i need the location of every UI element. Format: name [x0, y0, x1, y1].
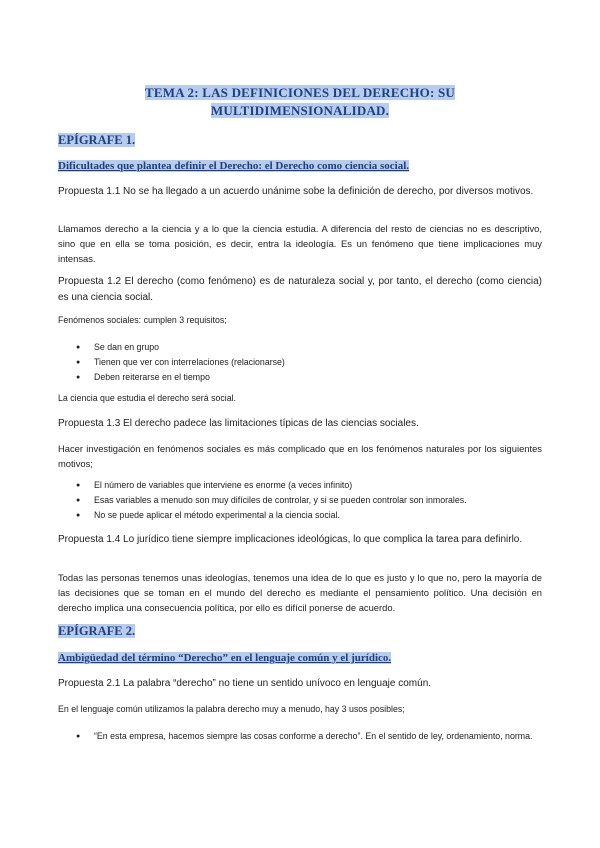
- list-item: ● “En esta empresa, hacemos siempre las cosas conforme a derecho”. En el sentido de ley, ordenamiento, norma.: [58, 729, 542, 744]
- paragraph-ciencia-social: La ciencia que estudia el derecho será social.: [58, 393, 237, 403]
- list-item: ● No se puede aplicar el método experimental a la ciencia social.: [58, 508, 542, 523]
- document-title: [60, 84, 540, 120]
- usos-list: [58, 729, 542, 744]
- epigrafe-1-subheading-text: Dificultades que plantea definir el Derecho: el Derecho como ciencia social.: [58, 160, 410, 172]
- paragraph-propuesta-1-3: Propuesta 1.3 El derecho padece las limitaciones típicas de las ciencias sociales.: [58, 418, 419, 429]
- epigrafe-1-heading: [58, 132, 135, 148]
- epigrafe-2-heading-text: EPÍGRAFE 2.: [58, 624, 136, 638]
- epigrafe-2-subheading: [58, 651, 391, 666]
- paragraph-fenomenos-sociales: Fenómenos sociales: cumplen 3 requisitos;: [58, 315, 227, 325]
- paragraph-propuesta-1-2: Propuesta 1.2 El derecho (como fenómeno) es de naturaleza social y, por tanto, el derecho (como ciencia) es una ciencia social.: [58, 276, 542, 303]
- title-line-2: MULTIDIMENSIONALIDAD.: [210, 103, 390, 118]
- paragraph-lenguaje-comun: En el lenguaje común utilizamos la palabra derecho muy a menudo, hay 3 usos posibles;: [58, 704, 405, 714]
- paragraph-investigacion: Hacer investigación en fenómenos sociales es más complicado que en los fenómenos naturales por los siguientes motivos;: [58, 443, 542, 469]
- list-item: ● Tienen que ver con interrelaciones (relacionarse): [58, 355, 542, 370]
- paragraph-ideologias: Todas las personas tenemos unas ideologías, tenemos una idea de lo que es justo y lo que no, pero la mayoría de las decisiones que se toman en el mundo del derecho es mediante el pensamiento político. Una decisión en derecho implica una consecuencia política, por ello es difícil ponerse de acuerdo.: [58, 572, 542, 613]
- epigrafe-1-heading-text: EPÍGRAFE 1.: [58, 133, 136, 147]
- paragraph-propuesta-2-1: Propuesta 2.1 La palabra “derecho” no tiene un sentido unívoco en lenguaje común.: [58, 678, 432, 689]
- paragraph-propuesta-1-4: Propuesta 1.4 Lo jurídico tiene siempre implicaciones ideológicas, lo que complica la tarea para definirlo.: [58, 534, 523, 545]
- list-item: ● Esas variables a menudo son muy difíciles de controlar, y si se pueden controlar son inmorales.: [58, 493, 542, 508]
- epigrafe-1-subheading: [58, 159, 409, 174]
- paragraph-ciencia-derecho: Llamamos derecho a la ciencia y a lo que la ciencia estudia. A diferencia del resto de ciencias no es descriptivo, sino que en ella se toma posición, es decir, entra la ideología. Es un fenómeno que tiene implicaciones muy intensas.: [58, 223, 542, 264]
- requisitos-list: [58, 340, 542, 385]
- title-line-1: TEMA 2: LAS DEFINICIONES DEL DERECHO: SU: [145, 85, 455, 100]
- list-item: ● Deben reiterarse en el tiempo: [58, 370, 542, 385]
- epigrafe-2-subheading-text: Ambigüedad del término “Derecho” en el lenguaje común y el jurídico.: [58, 652, 392, 664]
- list-item: ● Se dan en grupo: [58, 340, 542, 355]
- motivos-list: [58, 478, 542, 523]
- list-item: ● El número de variables que interviene es enorme (a veces infinito): [58, 478, 542, 493]
- epigrafe-2-heading: [58, 623, 135, 639]
- paragraph-propuesta-1-1: Propuesta 1.1 No se ha llegado a un acuerdo unánime sobe la definición de derecho, por diversos motivos.: [58, 186, 534, 197]
